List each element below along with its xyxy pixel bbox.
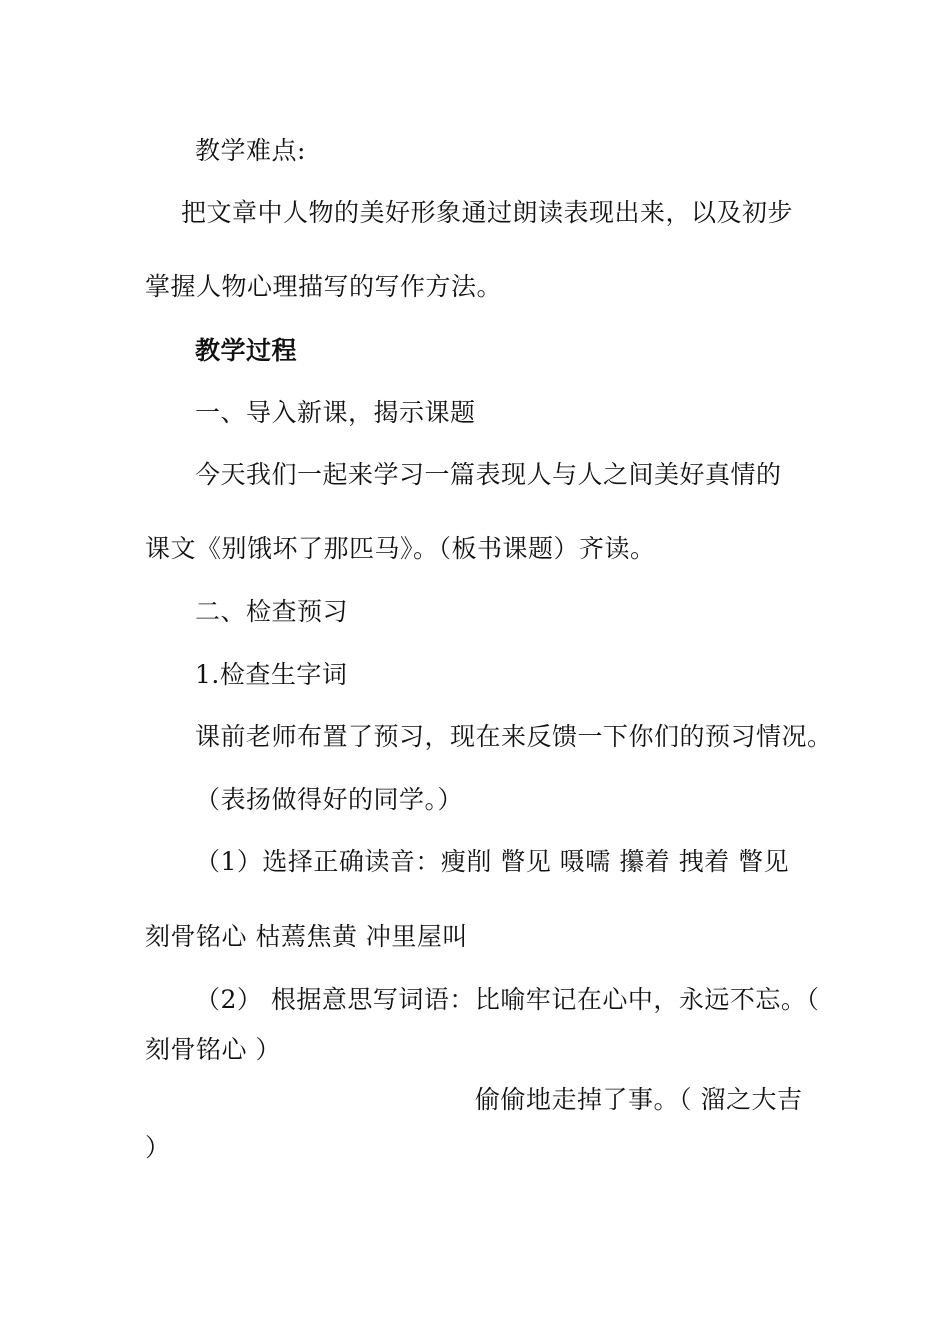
paragraph-line: 把文章中人物的美好形象通过朗读表现出来，以及初步: [181, 198, 794, 227]
closing-paren-line: ）: [145, 1133, 171, 1162]
exercise-write-words-second: 偷偷地走掉了事。（ 溜之大吉: [475, 1085, 803, 1114]
paragraph-line: 课前老师布置了预习，现在来反馈一下你们的预习情况。: [195, 722, 833, 751]
answer-line: 刻骨铭心 ）: [145, 1035, 281, 1064]
heading-teaching-process: 教学过程: [195, 336, 298, 365]
paragraph-line: 课文《别饿坏了那匹马》。（板书课题）齐读。: [145, 534, 656, 563]
exercise-word-list: 刻骨铭心 枯蔫焦黄 冲里屋叫: [145, 922, 468, 951]
section-heading-introduction: 一、导入新课，揭示课题: [195, 398, 476, 427]
exercise-write-words: （2） 根据意思写词语：比喻牢记在心中，永远不忘。（: [195, 985, 820, 1014]
subheading-vocabulary-check: 1.检查生字词: [195, 660, 348, 689]
exercise-pronunciation: （1）选择正确读音：瘦削 瞥见 嗫嚅 攥着 拽着 瞥见: [195, 847, 790, 876]
paragraph-line: （表扬做得好的同学。）: [195, 785, 464, 814]
heading-teaching-difficulty: 教学难点:: [195, 136, 306, 165]
paragraph-line: 今天我们一起来学习一篇表现人与人之间美好真情的: [195, 460, 782, 489]
section-heading-preview-check: 二、检查预习: [195, 597, 349, 626]
paragraph-line: 掌握人物心理描写的写作方法。: [145, 272, 503, 301]
